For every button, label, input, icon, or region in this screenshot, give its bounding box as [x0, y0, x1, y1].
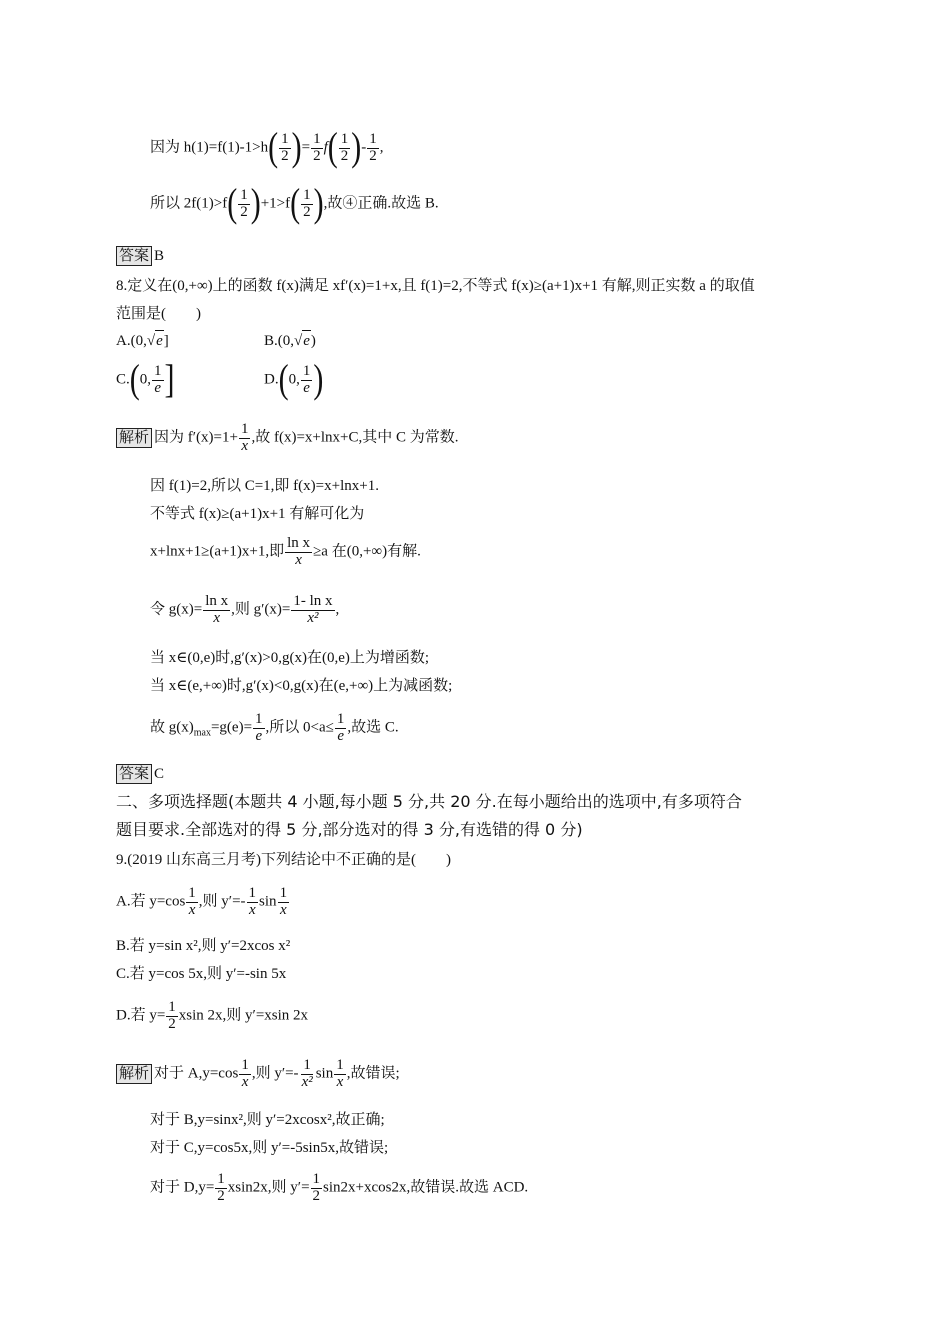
- section-2-heading-line-2: 题目要求.全部选对的得 5 分,部分选对的得 3 分,有选错的得 0 分): [116, 820, 583, 839]
- q8-solution-line-7: 当 x∈(e,+∞)时,g′(x)<0,g(x)在(e,+∞)上为减函数;: [150, 678, 453, 694]
- q9-solution-line-2: 对于 B,y=sinx²,则 y′=2xcosx²,故正确;: [150, 1112, 385, 1128]
- q8-solution-line-6: 当 x∈(0,e)时,g′(x)>0,g(x)在(0,e)上为增函数;: [150, 650, 430, 666]
- q8-stem-line-2: 范围是( ): [116, 306, 201, 322]
- answer-tag: 答案: [116, 246, 152, 266]
- q8-option-b: B.(0,√e): [264, 330, 316, 351]
- q9-option-a: A.若 y=cos $\frac{1}{x}$ ,则 y′=- $\frac{1}{x}$ sin $\frac{1}{x}$: [116, 885, 288, 918]
- q7-solution-line-2: 所以 2f(1)>f( $\frac{1}{2}$ )+1>f( $\frac{1}{2}$ ),故④正确.故选 B.: [150, 181, 439, 226]
- q9-option-d: D.若 y= $\frac{1}{2}$ xsin 2x,则 y′=xsin 2x: [116, 999, 309, 1032]
- q8-solution-line-3: 不等式 f(x)≥(a+1)x+1 有解可化为: [150, 506, 365, 522]
- q9-option-c: C.若 y=cos 5x,则 y′=-sin 5x: [116, 966, 287, 982]
- solution-tag: 解析: [116, 428, 152, 448]
- q9-option-b: B.若 y=sin x²,则 y′=2xcos x²: [116, 938, 291, 954]
- q8-solution-line-5: 令 g(x)= $\frac{\text{ln x}}{x}$ ,则 g′(x)= $\frac{\text{1- ln x}}{\text{x²}}$ ,: [150, 593, 340, 626]
- q8-option-c: C.(0, $\frac{1}{e}$ ]: [116, 357, 175, 402]
- q8-option-a: A.(0,√e]: [116, 330, 169, 351]
- solution-tag: 解析: [116, 1064, 152, 1084]
- q9-solution-line-1: 解析 对于 A,y=cos $\frac{1}{x}$ ,则 y′=- $\frac{1}{\text{x²}}$ sin $\frac{1}{x}$ ,故错误;: [116, 1058, 400, 1091]
- q7-answer: 答案 B: [116, 246, 164, 266]
- q9-solution-line-3: 对于 C,y=cos5x,则 y′=-5sin5x,故错误;: [150, 1140, 389, 1156]
- q7-solution-line-1: 因为 h(1)=f(1)-1>h( $\frac{1}{2}$ )= $\frac{1}{2}$ f( $\frac{1}{2}$ )- $\frac{1}{2}$ ,: [150, 125, 384, 170]
- q9-solution-line-4: 对于 D,y= $\frac{1}{2}$ xsin2x,则 y′= $\frac{1}{2}$ sin2x+xcos2x,故错误.故选 ACD.: [150, 1171, 529, 1204]
- q8-stem-line-1: 8.定义在(0,+∞)上的函数 f(x)满足 xf′(x)=1+x,且 f(1)=2,不等式 f(x)≥(a+1)x+1 有解,则正实数 a 的取值: [116, 278, 755, 294]
- q8-solution-line-2: 因 f(1)=2,所以 C=1,即 f(x)=x+lnx+1.: [150, 478, 379, 494]
- q8-solution-line-4: x+lnx+1≥(a+1)x+1,即 $\frac{\text{ln x}}{x}$ ≥a 在(0,+∞)有解.: [150, 535, 421, 568]
- q9-stem: 9.(2019 山东高三月考)下列结论中不正确的是( ): [116, 852, 451, 868]
- answer-tag: 答案: [116, 764, 152, 784]
- q8-solution-line-8: 故 $g(x)_{max}=g(e)=$ $\frac{1}{e}$ ,所以 0<a≤ $\frac{1}{e}$ ,故选 C.: [150, 711, 399, 744]
- q8-solution-line-1: 解析 因为 f′(x)=1+ $\frac{1}{x}$ ,故 f(x)=x+lnx+C,其中 C 为常数.: [116, 422, 459, 455]
- section-2-heading-line-1: 二、多项选择题(本题共 4 小题,每小题 5 分,共 20 分.在每小题给出的选项中,有多项符合: [116, 792, 742, 811]
- q8-answer: 答案 C: [116, 764, 164, 784]
- q8-option-d: D.(0, $\frac{1}{e}$ ): [264, 357, 324, 402]
